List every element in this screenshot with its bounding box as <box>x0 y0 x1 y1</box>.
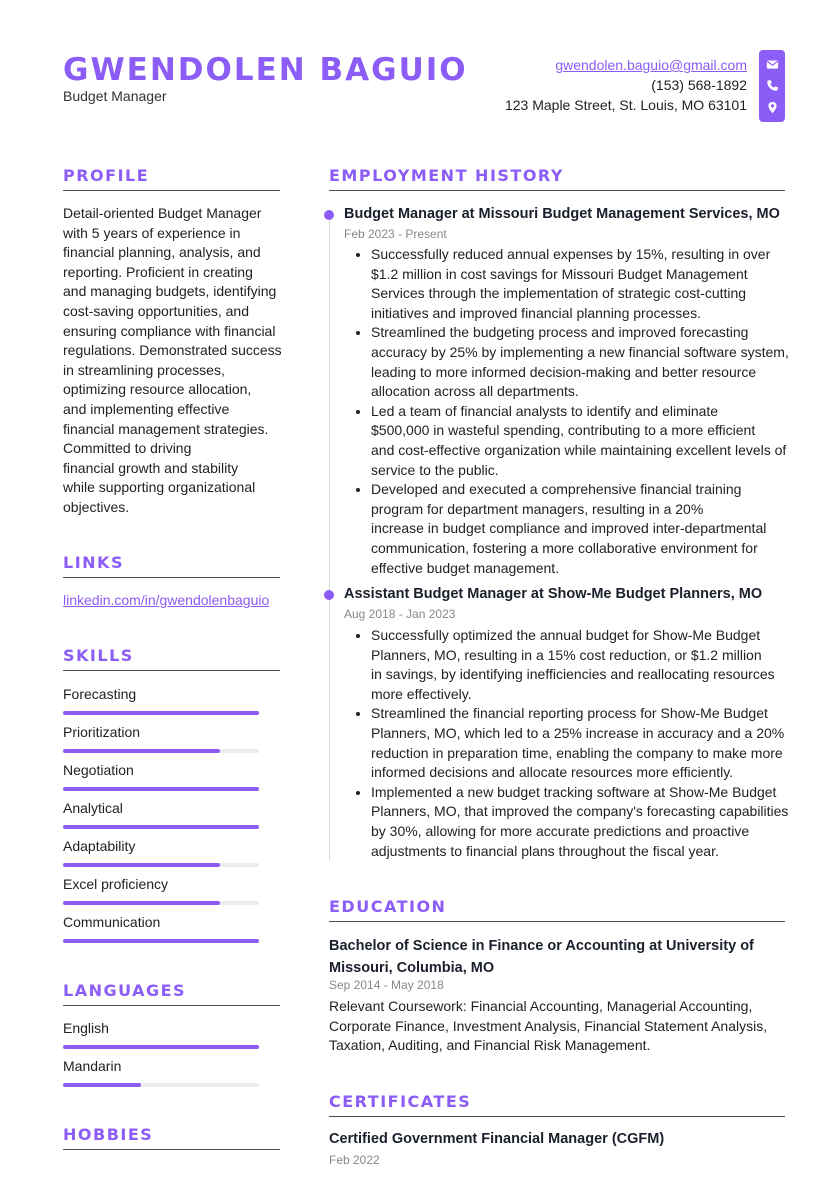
phone-number: (153) 568-1892 <box>651 77 747 93</box>
education-dates: Sep 2014 - May 2018 <box>329 978 444 992</box>
skill-level-fill <box>63 825 259 829</box>
email-link[interactable]: gwendolen.baguio@gmail.com <box>555 57 747 73</box>
job-dates: Feb 2023 - Present <box>344 227 447 241</box>
job-role: Budget Manager <box>63 88 167 104</box>
skill-item <box>63 913 259 943</box>
education-heading: EDUCATION <box>329 897 785 922</box>
job-bullet: • Developed and executed a comprehensive financial training program for department managers, resulting in a 20% increase in budget compliance and improved inter-departmental communication, fostering a more collaborative environment for effective budget management. <box>371 480 807 578</box>
skill-item <box>63 837 259 867</box>
skill-label: Excel proficiency <box>63 876 169 892</box>
skill-level-track <box>63 711 259 715</box>
job-bullet: • Streamlined the budgeting process and improved forecasting accuracy by 25% by implementing a new financial software system, leading to more informed decision-making and better resource allocation across all departments. <box>371 323 807 401</box>
skill-level-track <box>63 939 259 943</box>
job-bullet: • Successfully optimized the annual budget for Show-Me Budget Planners, MO, resulting in a 15% cost reduction, or $1.2 million in savings, by identifying inefficiencies and reallocating resources more effectively. <box>371 626 807 704</box>
address: 123 Maple Street, St. Louis, MO 63101 <box>504 97 747 113</box>
job-bullet: • Successfully reduced annual expenses by 15%, resulting in over $1.2 million in cost savings for Missouri Budget Management Services through the implementation of strategic cost-cutting initiatives and improved financial planning processes. <box>371 245 807 323</box>
skill-label: Negotiation <box>63 762 134 778</box>
language-level-track <box>63 1045 259 1049</box>
education-degree: Bachelor of Science in Finance or Accounting at University of Missouri, Columbia, MO <box>329 938 754 976</box>
skill-level-track <box>63 863 259 867</box>
skill-item <box>63 875 259 905</box>
phone-icon <box>766 79 779 92</box>
language-item <box>63 1057 259 1087</box>
job-bullets <box>352 626 807 861</box>
profile-text: Detail-oriented Budget Manager with 5 years of experience in financial planning, analysis, and reporting. Proficient in creating and managing budgets, identifying cost-saving opportunities, and ensuring compliance with financial regulations. Demonstrated success in streamlining processes, optimizing resource allocation, and implementing effective financial management strategies. Committed to driving financial growth and stability while supporting organizational objectives. <box>63 205 282 515</box>
skill-level-fill <box>63 711 259 715</box>
profile-summary <box>63 204 283 518</box>
profile-heading: PROFILE <box>63 166 280 191</box>
job-bullet: • Streamlined the financial reporting process for Show-Me Budget Planners, MO, which led to a 25% increase in accuracy and a 20% reduction in preparation time, enabling the company to make more informed decisions and allocate resources more efficiently. <box>371 704 807 782</box>
contact-icon-bar <box>759 50 785 122</box>
envelope-icon <box>766 58 779 71</box>
skills-heading: SKILLS <box>63 646 280 671</box>
skill-label: Forecasting <box>63 686 137 702</box>
job-title: Budget Manager at Missouri Budget Management Services, MO <box>344 206 780 222</box>
language-level-track <box>63 1083 259 1087</box>
skill-label: Communication <box>63 914 161 930</box>
skill-level-fill <box>63 901 220 905</box>
skill-level-fill <box>63 863 220 867</box>
job-dates: Aug 2018 - Jan 2023 <box>344 607 456 621</box>
skill-label: Prioritization <box>63 724 141 740</box>
job-title: Assistant Budget Manager at Show-Me Budget Planners, MO <box>344 586 763 602</box>
skill-item <box>63 685 259 715</box>
timeline-dot <box>324 590 334 600</box>
hobbies-heading: HOBBIES <box>63 1125 280 1150</box>
employment-heading: EMPLOYMENT HISTORY <box>329 166 785 191</box>
skill-item <box>63 799 259 829</box>
language-item <box>63 1019 259 1049</box>
languages-heading: LANGUAGES <box>63 981 280 1006</box>
skill-item <box>63 761 259 791</box>
education-description: Relevant Coursework: Financial Accounting, Managerial Accounting, Corporate Finance, Investment Analysis, Financial Statement Analysis, Taxation, Auditing, and Financial Risk Management. <box>329 998 768 1054</box>
job-bullet: • Implemented a new budget tracking software at Show-Me Budget Planners, MO, that improved the company's forecasting capabilities by 30%, allowing for more accurate predictions and proactive adjustments to financial plans throughout the fiscal year. <box>371 783 807 861</box>
contact-info <box>505 55 747 115</box>
skill-level-fill <box>63 749 220 753</box>
skill-level-track <box>63 901 259 905</box>
skill-level-fill <box>63 787 259 791</box>
language-label: Mandarin <box>63 1058 122 1074</box>
certificate-name: Certified Government Financial Manager (CGFM) <box>329 1131 665 1147</box>
job-bullets <box>352 245 807 578</box>
skill-label: Adaptability <box>63 838 136 854</box>
links-heading: LINKS <box>63 553 280 578</box>
job-bullet: • Led a team of financial analysts to identify and eliminate $500,000 in wasteful spending, contributing to a more efficient and cost-effective organization while maintaining excellent levels of service to the public. <box>371 402 807 480</box>
linkedin-link[interactable]: linkedin.com/in/gwendolenbaguio <box>63 592 270 608</box>
candidate-name: GWENDOLEN BAGUIO <box>63 52 468 88</box>
skill-level-track <box>63 749 259 753</box>
language-level-fill <box>63 1083 141 1087</box>
certificate-date: Feb 2022 <box>329 1153 380 1167</box>
skill-level-track <box>63 825 259 829</box>
timeline-dot <box>324 210 334 220</box>
skill-level-track <box>63 787 259 791</box>
language-label: English <box>63 1020 109 1036</box>
certificates-heading: CERTIFICATES <box>329 1092 785 1117</box>
skill-label: Analytical <box>63 800 123 816</box>
timeline-line <box>329 214 330 860</box>
language-level-fill <box>63 1045 259 1049</box>
skill-level-fill <box>63 939 259 943</box>
skill-item <box>63 723 259 753</box>
location-pin-icon <box>766 101 779 114</box>
